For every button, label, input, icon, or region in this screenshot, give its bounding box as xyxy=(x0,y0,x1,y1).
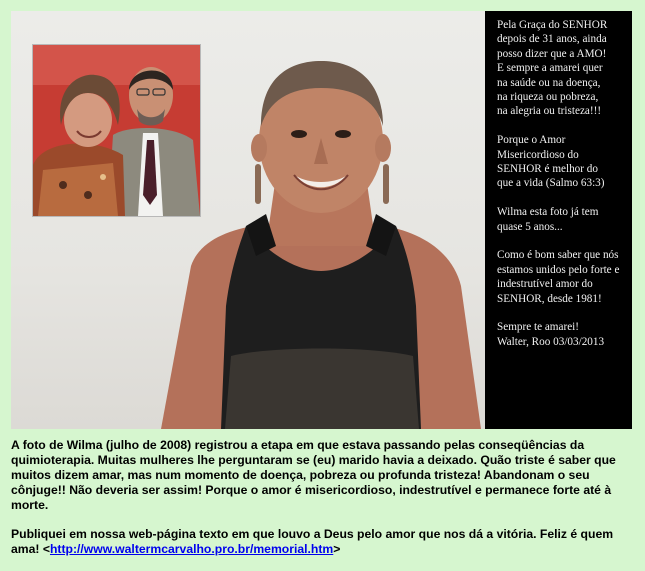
poem-stanza-2: Porque o Amor Misericordioso do SENHOR é melhor do que a vida (Salmo 63:3) xyxy=(497,134,605,190)
woman-portrait xyxy=(151,56,491,429)
caption-paragraph-2-end: > xyxy=(333,542,341,556)
poem-stanza-4: Como é bom saber que nós estamos unidos pelo forte e indestrutível amor do SENHOR, desde 1981! xyxy=(497,249,620,305)
dedication-text-panel xyxy=(485,11,632,429)
memorial-link[interactable]: http://www.waltermcarvalho.pro.br/memorial.htm xyxy=(49,542,334,556)
poem-signature: Sempre te amarei! Walter, Roo 03/03/2013 xyxy=(497,321,605,348)
couple-illustration xyxy=(33,45,200,216)
poem-stanza-1: Pela Graça do SENHOR depois de 31 anos, ainda posso dizer que a AMO! E sempre a amarei quer na saúde ou na doença, na riqueza ou pobreza, na alegria ou tristeza!!! xyxy=(497,19,608,118)
caption xyxy=(11,438,635,571)
couple-inset-photo xyxy=(33,45,200,216)
caption-paragraph-2-text: Publiquei em nossa web-página texto em que louvo a Deus pelo amor que nos dá a vitória. Feliz é quem ama! < xyxy=(11,527,614,556)
caption-paragraph-2 xyxy=(11,527,635,557)
photo xyxy=(11,11,632,429)
caption-paragraph-1: A foto de Wilma (julho de 2008) registrou a etapa em que estava passando pelas conseqüências da quimioterapia. Muitas mulheres lhe perguntaram se (eu) marido havia a deixado. Quão triste é saber que muitos dizem amar, mas num momento de doença, pobreza ou profunda tristeza! Abandonam o seu cônjuge!! Não deveria ser assim! Porque o amor é misericordioso, indestrutível e permanece forte até à morte. xyxy=(11,438,616,512)
poem-stanza-3: Wilma esta foto já tem quase 5 anos... xyxy=(497,206,599,233)
